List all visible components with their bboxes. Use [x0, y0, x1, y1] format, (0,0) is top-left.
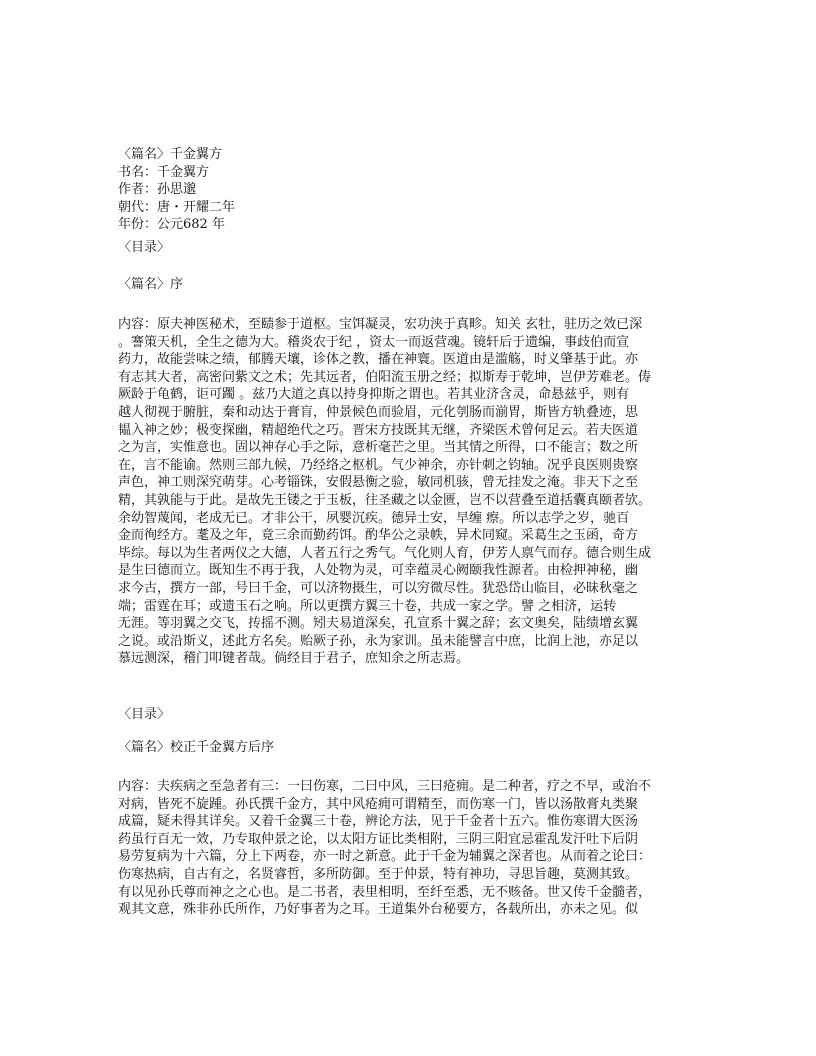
content-line: 毕综。每以为生者两仪之大德，人者五行之秀气。气化则人育，伊芳人禀气而存。德合则生成	[118, 545, 652, 561]
header-line: 作者：孙思邈	[118, 182, 197, 198]
content-line: 伤寒热病，自古有之，名贤睿哲，多所防御。至于仲景，特有神功，寻思旨趣，莫测其致。	[118, 866, 639, 882]
header-line: 〈篇名〉千金翼方	[118, 147, 223, 162]
header-line: 朝代：唐・开耀二年	[118, 199, 236, 215]
section-title: 〈篇名〉序	[118, 277, 184, 292]
content-line: 余幼智蔑闻，老成无已。才非公干，夙婴沉疾。德异士安，早缠 瘵。所以志学之岁，驰百	[118, 510, 630, 526]
toc-marker: 〈目录〉	[118, 240, 171, 255]
content-line: 厥龄于龟鹤，讵可躅 。兹乃大道之真以持身抑斯之谓也。若其业济含灵，命悬兹乎，则有	[118, 387, 630, 403]
section-title: 〈篇名〉校正千金翼方后序	[118, 740, 275, 755]
content-line: 金而徇经方。耄及之年，竟三余而勤药饵。酌华公之录帙，异术同窥。采葛生之玉函，奇方	[118, 528, 639, 544]
content-line: 求今古，撰方一部，号曰千金，可以济物摄生，可以穷微尽性。犹恐岱山临目，必昧秋毫之	[118, 580, 639, 596]
content-line: 药力，故能尝味之绩，郁腾天壤，诊体之教，播在神寰。医道由是滥觞，时义肇基于此。亦	[118, 352, 639, 368]
content-line: 有志其大者，高密问紫文之术；先其远者，伯阳流玉册之经；拟斯寿于乾坤，岂伊芳难老。俦	[118, 369, 652, 385]
content-line: 易劳复病为十六篇，分上下两卷，亦一时之新意。此于千金为辅翼之深者也。从而着之论曰：	[118, 849, 652, 865]
content-line: 精，其孰能与于此。是故先王镂之于玉板，往圣藏之以金匮，岂不以营叠至道括囊真颐者欤。	[118, 492, 652, 508]
content-line: 之说。或沿斯义，述此方名矣。贻厥子孙，永为家训。虽未能譬言中庶，比润上池，亦足以	[118, 633, 639, 649]
content-line: 观其文意，殊非孙氏所作，乃好事者为之耳。王道集外台秘要方，各载所出，亦未之见。似	[118, 902, 639, 918]
content-line: 药虽行百无一效，乃专取仲景之论，以太阳方证比类相附，三阴三阳宜忌霍乱发汗吐下后阴	[118, 831, 639, 847]
content-line: 韫入神之妙；极变探幽，精超绝代之巧。晋宋方技既其无继，齐梁医术曾何足云。若夫医道	[118, 422, 639, 438]
content-line: 是生曰德而立。既知生不再于我，人处物为灵，可幸蕴灵心阙颐我性源者。由检押神秘，幽	[118, 563, 639, 579]
content-line: 无涯。等羽翼之交飞，抟摇不测。矧夫易道深矣，孔宣系十翼之辞；玄文奥矣，陆绩增玄翼	[118, 616, 639, 632]
content-line: 端；雷霆在耳；或遗玉石之响。所以更撰方翼三十卷，共成一家之学。譬 之相济，运转	[118, 598, 617, 614]
content-line: 。謇策天机，全生之德为大。稽炎农于纪 ，资太一而返营魂。镜轩后于遗编，事歧伯而宣	[118, 334, 630, 350]
content-line: 越人彻视于腑脏，秦和动达于膏肓，仲景候色而验眉，元化刳肠而湔胃，斯皆方轨叠迹，思	[118, 404, 639, 420]
content-line: 在，言不能谕。然则三部九候，乃经络之枢机。气少神余，亦针刺之钧轴。况乎良医则贵察	[118, 457, 639, 473]
content-line: 之为言，实惟意也。固以神存心手之际，意析毫芒之里。当其情之所得，口不能言；数之所	[118, 440, 639, 456]
content-line: 声色，神工则深究萌芽。心考锱铢，安假悬衡之验，敏同机骇，曾无挂发之淹。非天下之至	[118, 475, 639, 491]
content-line: 成篇，疑未得其详矣。又着千金翼三十卷，辨论方法，见于千金者十五六。惟伤寒谓大医汤	[118, 814, 639, 830]
header-line: 书名：千金翼方	[118, 164, 210, 180]
section-content	[118, 778, 651, 919]
toc-marker: 〈目录〉	[118, 707, 171, 722]
content-line: 对病，皆死不旋踵。孙氏撰千金方，其中风疮痈可谓精至，而伤寒一门，皆以汤散膏丸类聚	[118, 796, 639, 812]
content-line: 内容：夫疾病之至急者有三：一曰伤寒，二曰中风，三曰疮痈。是二种者，疗之不早，或治不	[118, 779, 652, 794]
content-line: 内容：原夫神医秘术，至赜参于道枢。宝饵凝灵，宏功浃于真畛。知关 玄牡，驻历之效已深	[118, 317, 643, 332]
header-line: 年份：公元682 年	[118, 217, 225, 233]
content-line: 慕远测深，稽门叩键者哉。倘经目于君子，庶知余之所志焉。	[118, 651, 470, 667]
content-line: 有以见孙氏尊而神之之心也。是二书者，表里相明，至纤至悉，无不赅备。世又传千金髓者，	[118, 884, 652, 900]
document-header	[118, 146, 235, 234]
section-content	[118, 316, 651, 668]
